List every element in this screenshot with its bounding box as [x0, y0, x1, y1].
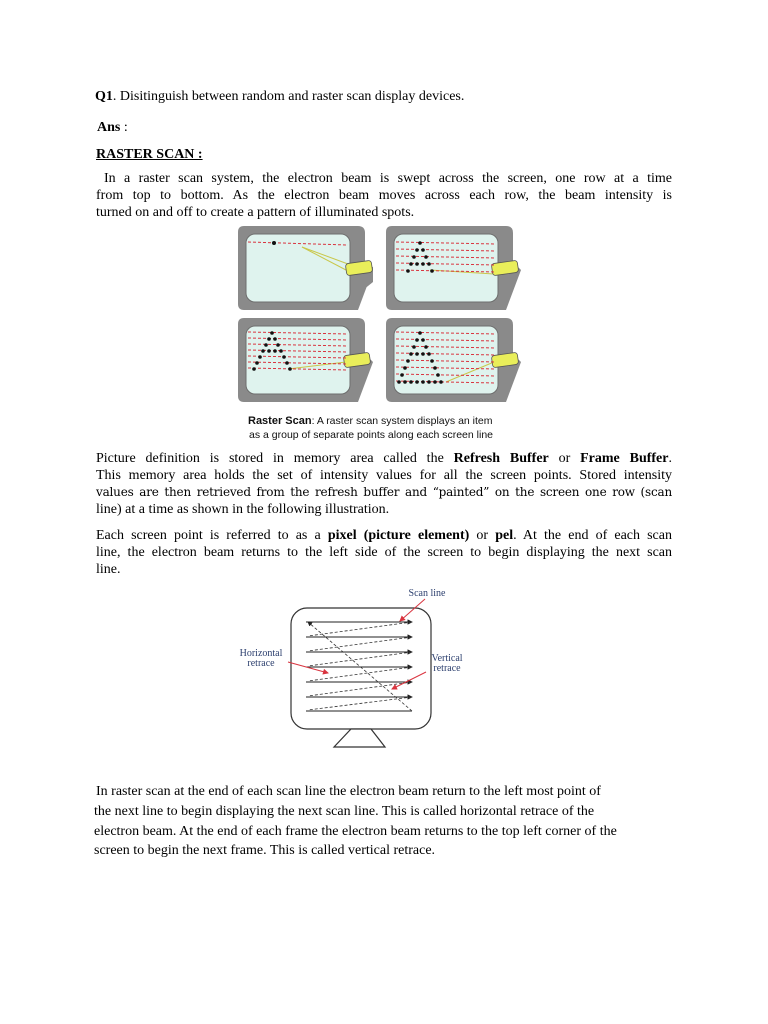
vertical-retrace-label-2: retrace	[433, 663, 461, 674]
horizontal-retrace-label-1: Horizontal	[239, 648, 283, 659]
para2-line2: This memory area holds the set of intensity values for all the screen points. Stored intensity	[96, 468, 672, 483]
answer-label: Ans	[97, 120, 121, 135]
para2-line1	[96, 450, 672, 467]
crt-panel-2	[386, 226, 521, 310]
para3-line2: line, the electron beam returns to the left side of the screen to begin displaying the next scan	[96, 545, 672, 560]
para3-text-2: or	[469, 528, 496, 543]
para1-line1: In a raster scan system, the electron beam is swept across the screen, one row at a time	[104, 171, 672, 186]
para4-line4: screen to begin the next frame. This is called vertical retrace.	[94, 843, 436, 858]
question-number: Q1	[95, 89, 113, 104]
para3-text-3: . At the end of each scan	[513, 528, 672, 543]
section-heading: RASTER SCAN :	[96, 147, 203, 162]
monitor-stand	[334, 729, 385, 747]
crt-panel-4	[386, 318, 521, 402]
answer-colon: :	[120, 120, 128, 135]
figure1-caption-line1	[248, 415, 548, 428]
para4-line1: In raster scan at the end of each scan line the electron beam return to the left most point of	[96, 784, 601, 799]
refresh-buffer-term: Refresh Buffer	[453, 451, 549, 466]
para2-text-1: Picture definition is stored in memory area called the	[96, 451, 454, 466]
para4-line2: the next line to begin displaying the next scan line. This is called horizontal retrace of the	[94, 804, 595, 819]
figure1-caption-line2: as a group of separate points along each screen line	[249, 429, 493, 441]
question-line	[95, 88, 695, 105]
para3-text-1: Each screen point is referred to as a	[96, 528, 328, 543]
question-text: . Disitinguish between random and raster scan display devices.	[112, 89, 465, 104]
answer-line	[97, 119, 128, 136]
horizontal-retrace-label-2: retrace	[247, 658, 275, 669]
para3-line1	[96, 527, 672, 544]
scan-line-label: Scan line	[408, 588, 446, 599]
para2-line4: line) at a time as shown in the following illustration.	[96, 502, 390, 517]
frame-buffer-term: Frame Buffer	[580, 451, 669, 466]
figure1-caption-bold: Raster Scan	[248, 415, 312, 427]
para3-line3: line.	[96, 562, 121, 577]
figure1-caption-text: : A raster scan system displays an item	[311, 415, 493, 427]
para2-text-3: .	[668, 451, 672, 466]
raster-scan-figure	[228, 222, 528, 412]
crt-panel-3	[238, 318, 373, 402]
para2-line3: values are then retrieved from the refresh buffer and “painted” on the screen one row (scan	[96, 485, 672, 499]
vertical-retrace-label-1: Vertical	[431, 653, 463, 664]
para2-text-2: or	[548, 451, 581, 466]
pixel-term: pixel (picture element)	[327, 528, 470, 543]
para1-line2: from top to bottom. As the electron beam moves across each row, the beam intensity is	[96, 188, 672, 203]
pel-term: pel	[495, 528, 514, 543]
para1-line3: turned on and off to create a pattern of illuminated spots.	[96, 205, 415, 220]
crt-panel-1	[238, 226, 373, 310]
para4-line3: electron beam. At the end of each frame the electron beam returns to the top left corner of the	[94, 824, 617, 839]
